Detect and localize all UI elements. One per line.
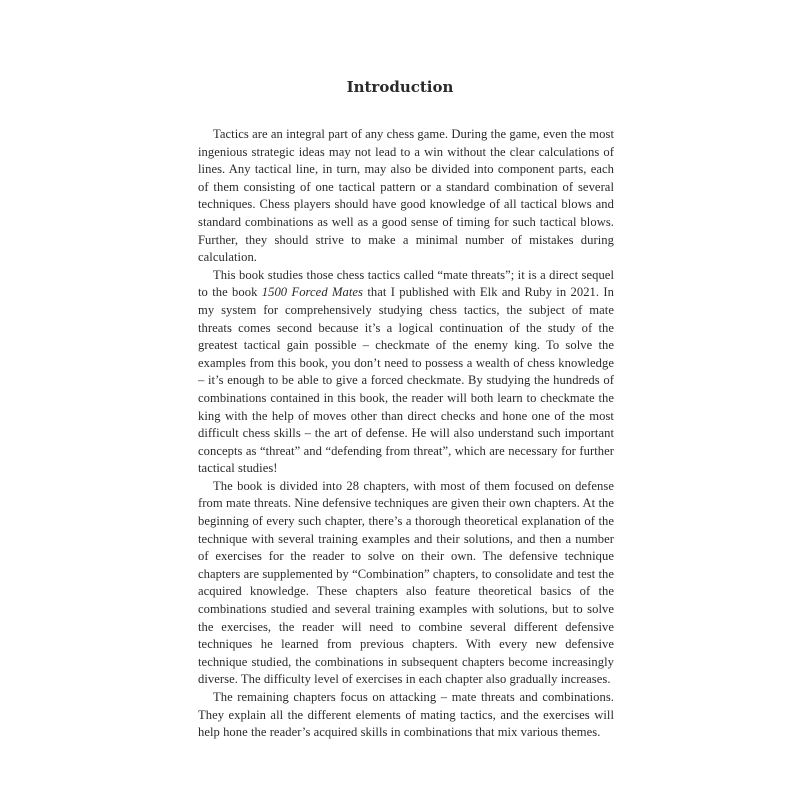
page-title: Introduction: [346, 78, 454, 96]
body-text: [198, 126, 614, 742]
paragraph-2: [198, 267, 614, 478]
paragraph-2-after-title: that I published with Elk and Ruby in 2021. In my system for comprehensively studying chess tactics, the subject of mate threats comes second because it’s a logical continuation of the study of the greatest tactical gain possible – checkmate of the enemy king. To solve the examples from this book, you don’t need to possess a wealth of chess knowledge – it’s enough to be able to give a forced checkmate. By studying the hundreds of combinations contained in this book, the reader will both learn to checkmate the king with the help of moves other than direct checks and hone one of the most difficult chess skills – the art of defense. He will also understand such important concepts as “threat” and “defending from threat”, which are necessary for further tactical studies!: [198, 285, 615, 476]
paragraph-2-before-title: This book studies those chess tactics called “mate threats”; it is a direct sequel to the book: [198, 267, 614, 300]
paragraph-1: Tactics are an integral part of any chess game. During the game, even the most ingenious strategic ideas may not lead to a win without the clear calculations of lines. Any tactical line, in turn, may also be divided into component parts, each of them consisting of one tactical pattern or a standard combination of several techniques. Chess players should have good knowledge of all tactical blows and standard combinations as well as a good sense of timing for such tactical blows. Further, they should strive to make a minimal number of mistakes during calculation.: [198, 127, 614, 265]
book-title: 1500 Forced Mates: [261, 285, 364, 300]
paragraph-3: The book is divided into 28 chapters, with most of them focused on defense from mate threats. Nine defensive techniques are given their own chapters. At the beginning of every such chapter, there’s a thorough theoretical explanation of the technique with several training examples and their solutions, and then a number of exercises for the reader to solve on their own. The defensive technique chapters are supplemented by “Combination” chapters, to consolidate and test the acquired knowledge. These chapters also feature theoretical basics of the combinations studied and several training examples with solutions, but to solve the exercises, the reader will need to combine several different defensive techniques he learned from previous chapters. With every new defensive technique studied, the combinations in subsequent chapters become increasingly diverse. The difficulty level of exercises in each chapter also gradually increases.: [198, 478, 614, 687]
paragraph-4: The remaining chapters focus on attacking – mate threats and combinations. They explain all the different elements of mating tactics, and the exercises will help hone the reader’s acquired skills in combinations that mix various themes.: [198, 690, 614, 740]
